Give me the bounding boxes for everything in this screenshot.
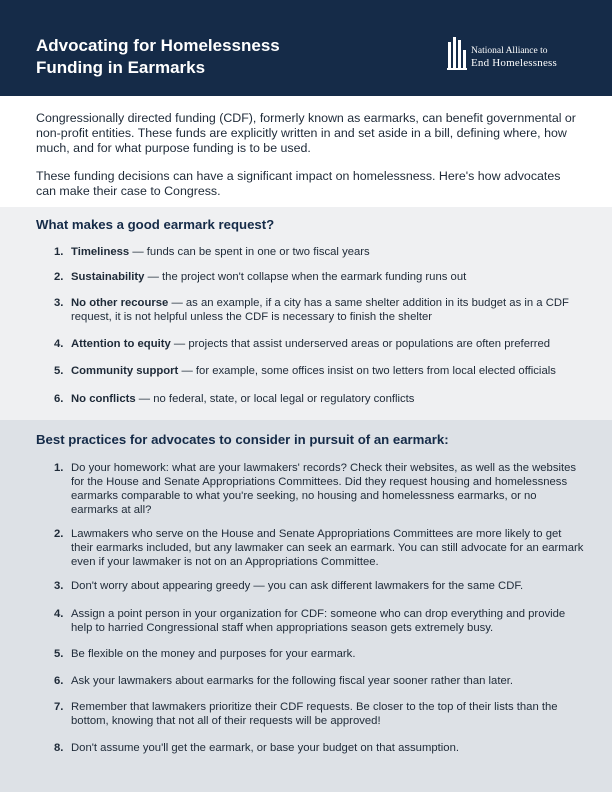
item-number: 3.: [54, 580, 64, 592]
item-number: 1.: [54, 462, 64, 474]
item-text: Don't worry about appearing greedy — you can ask different lawmakers for the same CDF.: [71, 580, 524, 592]
good-request-item: [54, 392, 584, 406]
item-term: No other recourse: [71, 297, 169, 309]
best-practice-item: [54, 741, 584, 755]
best-practice-item: [54, 527, 584, 569]
item-number: 2.: [54, 528, 64, 540]
item-text: Remember that lawmakers prioritize their CDF requests. Be closer to the top of their lists than the bottom, knowing that not all of their requests will be approved!: [71, 701, 558, 727]
item-term: Sustainability: [71, 271, 145, 283]
item-term: Attention to equity: [71, 338, 171, 350]
item-term: Community support: [71, 365, 179, 377]
best-practice-item: [54, 647, 584, 661]
best-practices-section: [0, 420, 612, 792]
best-practices-heading: Best practices for advocates to consider in pursuit of an earmark:: [36, 432, 449, 447]
good-request-item: [54, 270, 584, 284]
item-description: — funds can be spent in one or two fiscal years: [129, 246, 370, 258]
good-request-item: [54, 245, 584, 259]
item-text: Ask your lawmakers about earmarks for the following fiscal year sooner rather than later.: [71, 675, 514, 687]
good-request-item: [54, 296, 584, 324]
item-number: 4.: [54, 338, 64, 350]
page-header: [0, 0, 612, 96]
item-description: — the project won't collapse when the earmark funding runs out: [144, 271, 467, 283]
intro-paragraph-2: These funding decisions can have a significant impact on homelessness. Here's how advocates can make their case to Congress.: [36, 169, 561, 198]
page-title: [36, 35, 280, 79]
item-number: 1.: [54, 246, 64, 258]
good-request-heading: What makes a good earmark request?: [36, 217, 275, 232]
item-description: — as an example, if a city has a same shelter addition in its budget as in a CDF request, it is not helpful unless the CDF is necessary to finish the shelter: [71, 297, 569, 323]
logo-text-line-1: National Alliance to: [471, 46, 548, 56]
intro-paragraph-1: Congressionally directed funding (CDF), formerly known as earmarks, can benefit governmental or non-profit entities. These funds are explicitly written in and set aside in a bill, defining where, how much, and for what purpose funding is to be used.: [36, 111, 576, 155]
item-number: 5.: [54, 365, 64, 377]
best-practice-item: [54, 674, 584, 688]
intro-section: [36, 111, 581, 212]
best-practice-item: [54, 579, 584, 593]
title-line-1: Advocating for Homelessness: [36, 36, 280, 55]
item-description: — no federal, state, or local legal or regulatory conflicts: [135, 393, 415, 405]
organization-logo: [447, 36, 582, 70]
item-number: 6.: [54, 393, 64, 405]
item-text: Assign a point person in your organization for CDF: someone who can drop everything and provide help to harried Congressional staff when appropriations season gets extremely busy.: [71, 608, 566, 634]
item-text: Be flexible on the money and purposes for your earmark.: [71, 648, 356, 660]
item-number: 3.: [54, 297, 64, 309]
good-request-item: [54, 337, 584, 351]
good-request-section: [0, 207, 612, 420]
item-number: 5.: [54, 648, 64, 660]
item-description: — for example, some offices insist on two letters from local elected officials: [178, 365, 556, 377]
good-request-item: [54, 364, 584, 378]
item-term: Timeliness: [71, 246, 130, 258]
best-practice-item: [54, 700, 584, 728]
building-columns-icon: [447, 36, 469, 70]
logo-text-line-2: End Homelessness: [471, 57, 557, 69]
item-number: 8.: [54, 742, 64, 754]
item-number: 7.: [54, 701, 64, 713]
item-number: 2.: [54, 271, 64, 283]
item-number: 6.: [54, 675, 64, 687]
title-line-2: Funding in Earmarks: [36, 58, 206, 77]
item-text: Lawmakers who serve on the House and Senate Appropriations Committees are more likely to get their earmarks included, but any lawmaker can seek an earmark. You can still advocate for an earmark even if your lawmaker is not on an Appropriations Committee.: [71, 528, 584, 568]
item-text: Do your homework: what are your lawmakers' records? Check their websites, as well as the websites for the House and Senate Appropriations Committees. Did they request housing and homelessness earmarks comparable to what you're seeking, no housing and homelessness earmarks, or no earmarks at all?: [71, 462, 577, 516]
item-description: — projects that assist underserved areas or populations are often preferred: [170, 338, 551, 350]
best-practice-item: [54, 461, 584, 517]
item-number: 4.: [54, 608, 64, 620]
item-term: No conflicts: [71, 393, 136, 405]
item-text: Don't assume you'll get the earmark, or base your budget on that assumption.: [71, 742, 459, 754]
best-practice-item: [54, 607, 584, 635]
